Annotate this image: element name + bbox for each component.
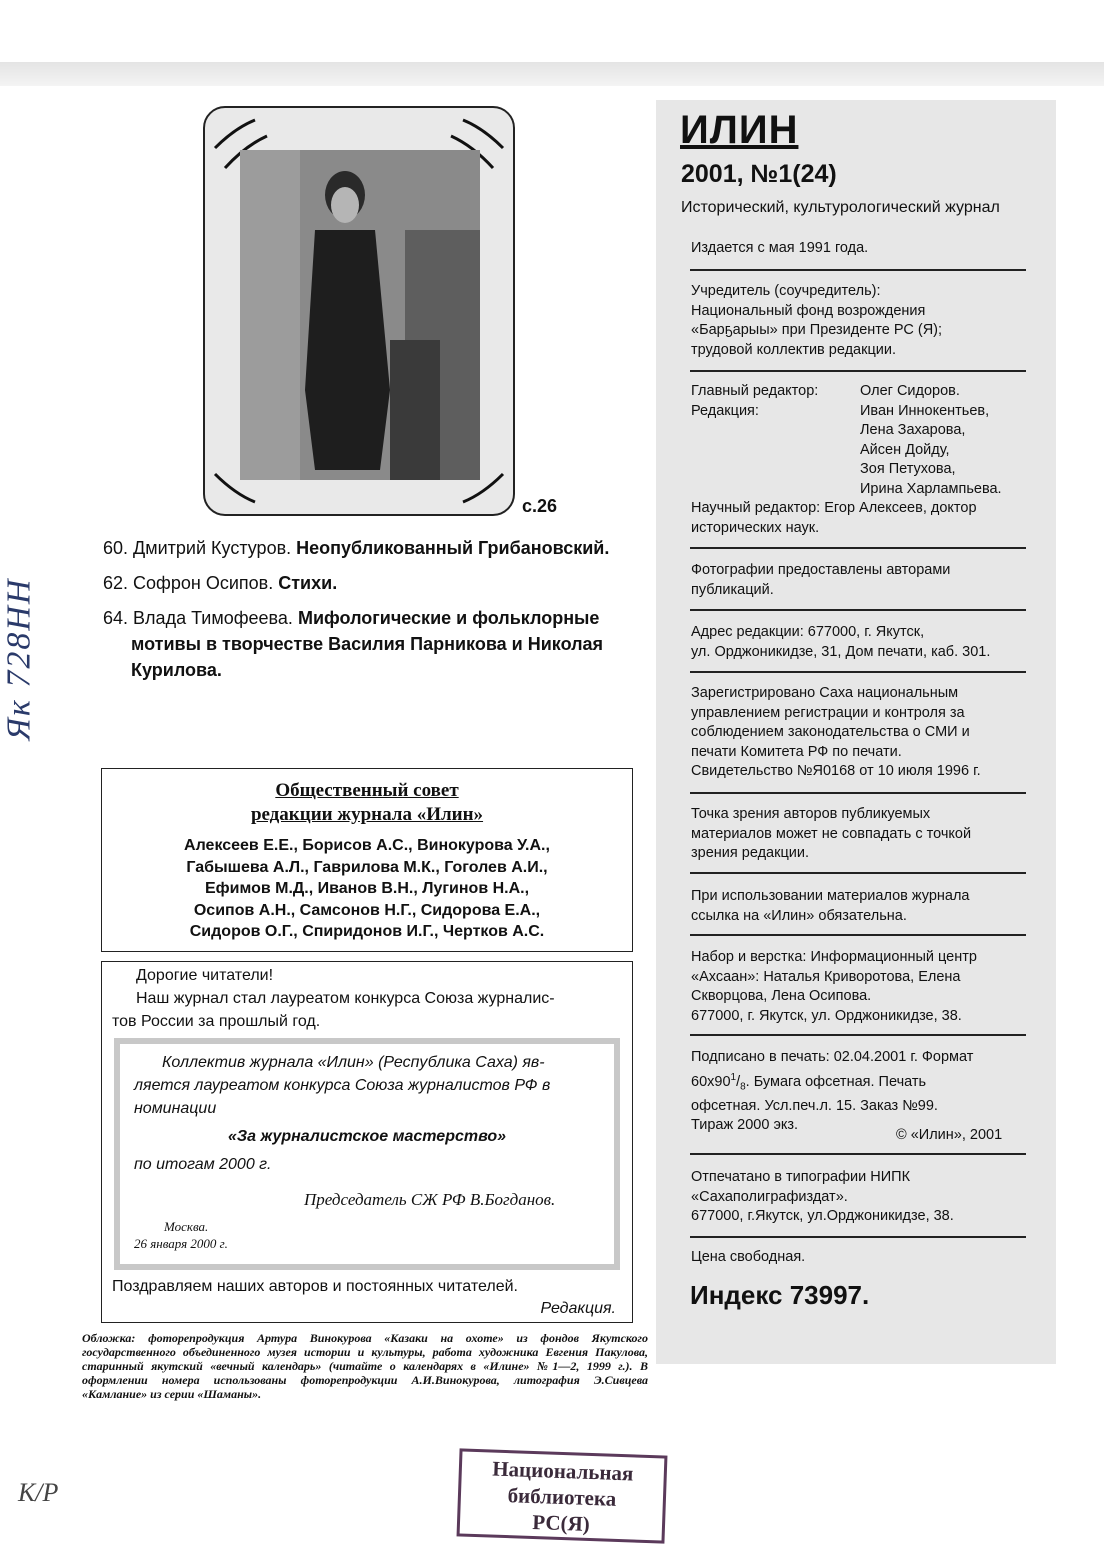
staff-labels bbox=[691, 382, 818, 421]
divider bbox=[690, 547, 1026, 549]
public-council-box bbox=[101, 768, 633, 952]
divider bbox=[690, 872, 1026, 874]
editor-label: Главный редактор: bbox=[691, 383, 819, 399]
founder-line: трудовой коллектив редакции. bbox=[691, 341, 896, 358]
usage-line: ссылка на «Илин» обязательна. bbox=[691, 907, 907, 924]
format-numerator: 1 bbox=[730, 1071, 737, 1083]
printed-line: Отпечатано в типографии НИПК bbox=[691, 1169, 911, 1185]
disclaimer-line: зрения редакции. bbox=[691, 845, 809, 861]
staff-names bbox=[860, 382, 1002, 499]
table-of-contents bbox=[103, 535, 623, 692]
staff-name: Лена Захарова, bbox=[860, 422, 966, 438]
award-signature: Председатель СЖ РФ В.Богданов. bbox=[304, 1190, 556, 1209]
toc-number: 64. bbox=[103, 608, 129, 628]
toc-item bbox=[103, 605, 623, 683]
toc-number: 62. bbox=[103, 573, 129, 593]
toc-number: 60. bbox=[103, 538, 129, 558]
staff-name: Ирина Харлампьева. bbox=[860, 480, 1002, 497]
divider bbox=[690, 934, 1026, 936]
staff-name: Зоя Петухова, bbox=[860, 461, 956, 477]
council-member-line: Ефимов М.Д., Иванов В.Н., Лугинов Н.А., bbox=[204, 880, 530, 897]
letter-congrats: Поздравляем наших авторов и постоянных читателей. bbox=[112, 1278, 518, 1295]
print-line: Подписано в печать: 02.04.2001 г. Формат bbox=[691, 1049, 974, 1065]
print-details-block bbox=[691, 1048, 973, 1136]
handwritten-initials: К/Р bbox=[18, 1478, 59, 1507]
disclaimer-line: Точка зрения авторов публикуемых bbox=[691, 806, 931, 822]
scan-top-shadow bbox=[0, 62, 1104, 86]
registration-line: Зарегистрировано Саха национальным bbox=[691, 685, 959, 701]
award-text: номинации bbox=[134, 1100, 217, 1117]
staff-label: Редакция: bbox=[691, 402, 759, 419]
photos-credit-line: Фотографии предоставлены авторами bbox=[691, 562, 951, 578]
typesetting-line: Набор и верстка: Информационный центр bbox=[691, 949, 977, 965]
editor-name: Олег Сидоров. bbox=[860, 383, 960, 399]
typesetting-block bbox=[691, 948, 977, 1026]
award-notice bbox=[114, 1038, 620, 1270]
cover-note: Обложка: фоторепродукция Артура Винокурова «Казаки на охоте» из фондов Якутского государственного объединенного музея истории и культуры, работа художника Евгения Пакулова, старинный якутский «вечный календарь» (читайте о календарях в «Илине» №1—2, 1999 г.). В оформлении номера использованы фоторепродукции А.И.Винокурова, литография Э.Сивцева «Камлание» из серии «Шаманы». bbox=[82, 1331, 648, 1401]
toc-author: Софрон Осипов. bbox=[133, 573, 274, 593]
toc-item bbox=[103, 535, 623, 561]
format-size: 60x90 bbox=[691, 1073, 731, 1090]
founder-line: «Барҕарыы» при Президенте РС (Я); bbox=[691, 322, 943, 338]
print-line-rest: . Бумага офсетная. Печать bbox=[745, 1073, 927, 1090]
divider bbox=[690, 671, 1026, 673]
staff-name: Айсен Дойду, bbox=[860, 441, 950, 458]
divider bbox=[690, 370, 1026, 372]
founder-line: Национальный фонд возрождения bbox=[691, 302, 926, 319]
stamp-line: Национальная bbox=[491, 1456, 634, 1486]
typesetting-line: Скворцова, Лена Осипова. bbox=[691, 988, 872, 1004]
council-title-line: редакции журнала «Илин» bbox=[250, 804, 484, 825]
copyright: © «Илин», 2001 bbox=[896, 1127, 1003, 1143]
award-place: Москва. bbox=[164, 1219, 209, 1234]
printed-line: 677000, г.Якутск, ул.Орджоникидзе, 38. bbox=[691, 1208, 954, 1224]
founder-line: Учредитель (соучредитель): bbox=[691, 283, 881, 299]
divider bbox=[690, 269, 1026, 271]
usage-block bbox=[691, 887, 969, 926]
divider bbox=[690, 1236, 1026, 1238]
subscription-index: Индекс 73997. bbox=[690, 1280, 870, 1310]
registration-line: печати Комитета РФ по печати. bbox=[691, 743, 902, 760]
journal-subtitle: Исторический, культурологический журнал bbox=[681, 199, 1000, 216]
award-text: Коллектив журнала «Илин» (Республика Саха) яв- bbox=[162, 1054, 545, 1071]
letter-sign-off: Редакция. bbox=[540, 1300, 616, 1317]
council-title bbox=[102, 779, 632, 827]
photos-credit-line: публикаций. bbox=[691, 581, 774, 598]
award-nomination: «За журналистское мастерство» bbox=[227, 1128, 507, 1145]
council-members bbox=[102, 835, 632, 943]
council-title-line: Общественный совет bbox=[275, 780, 459, 801]
toc-author: Дмитрий Кустуров. bbox=[133, 538, 292, 558]
format-denominator: 8 bbox=[740, 1081, 746, 1093]
print-line: $60x90^1/_8$. Бумага офсетная. Печать bbox=[691, 1071, 927, 1093]
disclaimer-block bbox=[691, 805, 971, 864]
price: Цена свободная. bbox=[691, 1249, 806, 1265]
photo-page-ref: с.26 bbox=[522, 496, 558, 516]
toc-title: Мифологические и фольклорные мотивы в творчестве Василия Парникова и Николая Курилова. bbox=[131, 608, 604, 680]
stamp-line: библиотека bbox=[507, 1483, 617, 1511]
printed-by-block bbox=[691, 1168, 954, 1227]
science-editor-block bbox=[691, 499, 977, 538]
stamp-line: РС(Я) bbox=[531, 1509, 591, 1536]
divider bbox=[690, 1153, 1026, 1155]
divider bbox=[690, 609, 1026, 611]
typesetting-line: «Ахсаан»: Наталья Криворотова, Елена bbox=[691, 968, 961, 985]
print-line: Тираж 2000 экз. bbox=[691, 1117, 799, 1134]
council-member-line: Габышева А.Л., Гаврилова М.К., Гоголев А.И., bbox=[186, 858, 548, 876]
award-date: 26 января 2000 г. bbox=[134, 1236, 228, 1251]
address-line: ул. Орджоникидзе, 31, Дом печати, каб. 301. bbox=[691, 643, 991, 660]
council-member-line: Алексеев Е.Е., Борисов А.С., Винокурова У.А., bbox=[184, 837, 550, 854]
divider bbox=[690, 792, 1026, 794]
toc-author: Влада Тимофеева. bbox=[133, 608, 293, 628]
council-member-line: Осипов А.Н., Самсонов Н.Г., Сидорова Е.А., bbox=[193, 901, 541, 919]
toc-item bbox=[103, 570, 623, 596]
portrait-figure bbox=[240, 150, 480, 480]
science-editor-line: исторических наук. bbox=[691, 519, 820, 536]
typesetting-line: 677000, г. Якутск, ул. Орджоникидзе, 38. bbox=[691, 1007, 962, 1024]
registration-line: управлением регистрации и контроля за bbox=[691, 704, 965, 721]
letter-text: Наш журнал стал лауреатом конкурса Союза журналис- bbox=[136, 990, 555, 1007]
science-editor-line: Научный редактор: Егор Алексеев, доктор bbox=[691, 500, 977, 516]
usage-line: При использовании материалов журнала bbox=[691, 888, 970, 904]
registration-block bbox=[691, 684, 981, 782]
disclaimer-line: материалов может не совпадать с точкой bbox=[691, 825, 972, 842]
journal-title: ИЛИН bbox=[680, 108, 799, 152]
printed-line: «Сахаполиграфиздат». bbox=[691, 1188, 848, 1205]
award-text: по итогам 2000 г. bbox=[134, 1156, 272, 1173]
toc-title: Неопубликованный Грибановский. bbox=[296, 538, 610, 558]
founder-block bbox=[691, 282, 942, 360]
staff-name: Иван Иннокентьев, bbox=[860, 402, 990, 419]
award-text: ляется лауреатом конкурса Союза журналистов РФ в bbox=[134, 1077, 551, 1094]
print-line: офсетная. Усл.печ.л. 15. Заказ №99. bbox=[691, 1097, 938, 1114]
handwritten-shelfmark: Як 728НН bbox=[0, 577, 38, 741]
issue-number: 2001, №1(24) bbox=[681, 160, 837, 188]
photos-credit bbox=[691, 561, 950, 600]
editorial-address bbox=[691, 623, 990, 662]
toc-title: Стихи. bbox=[278, 573, 338, 593]
portrait-photo bbox=[240, 150, 480, 480]
registration-line: Свидетельство №Я0168 от 10 июля 1996 г. bbox=[691, 763, 981, 779]
letter-text: тов России за прошлый год. bbox=[112, 1013, 321, 1030]
address-line: Адрес редакции: 677000, г. Якутск, bbox=[691, 624, 925, 640]
divider bbox=[690, 1034, 1026, 1036]
since-text: Издается с мая 1991 года. bbox=[691, 240, 869, 256]
council-member-line: Сидоров О.Г., Спиридонов И.Г., Чертков А.С. bbox=[189, 923, 545, 940]
readers-letter-box bbox=[101, 961, 633, 1323]
library-stamp bbox=[457, 1448, 668, 1543]
letter-greeting: Дорогие читатели! bbox=[136, 967, 274, 984]
registration-line: соблюдением законодательства о СМИ и bbox=[691, 724, 970, 740]
